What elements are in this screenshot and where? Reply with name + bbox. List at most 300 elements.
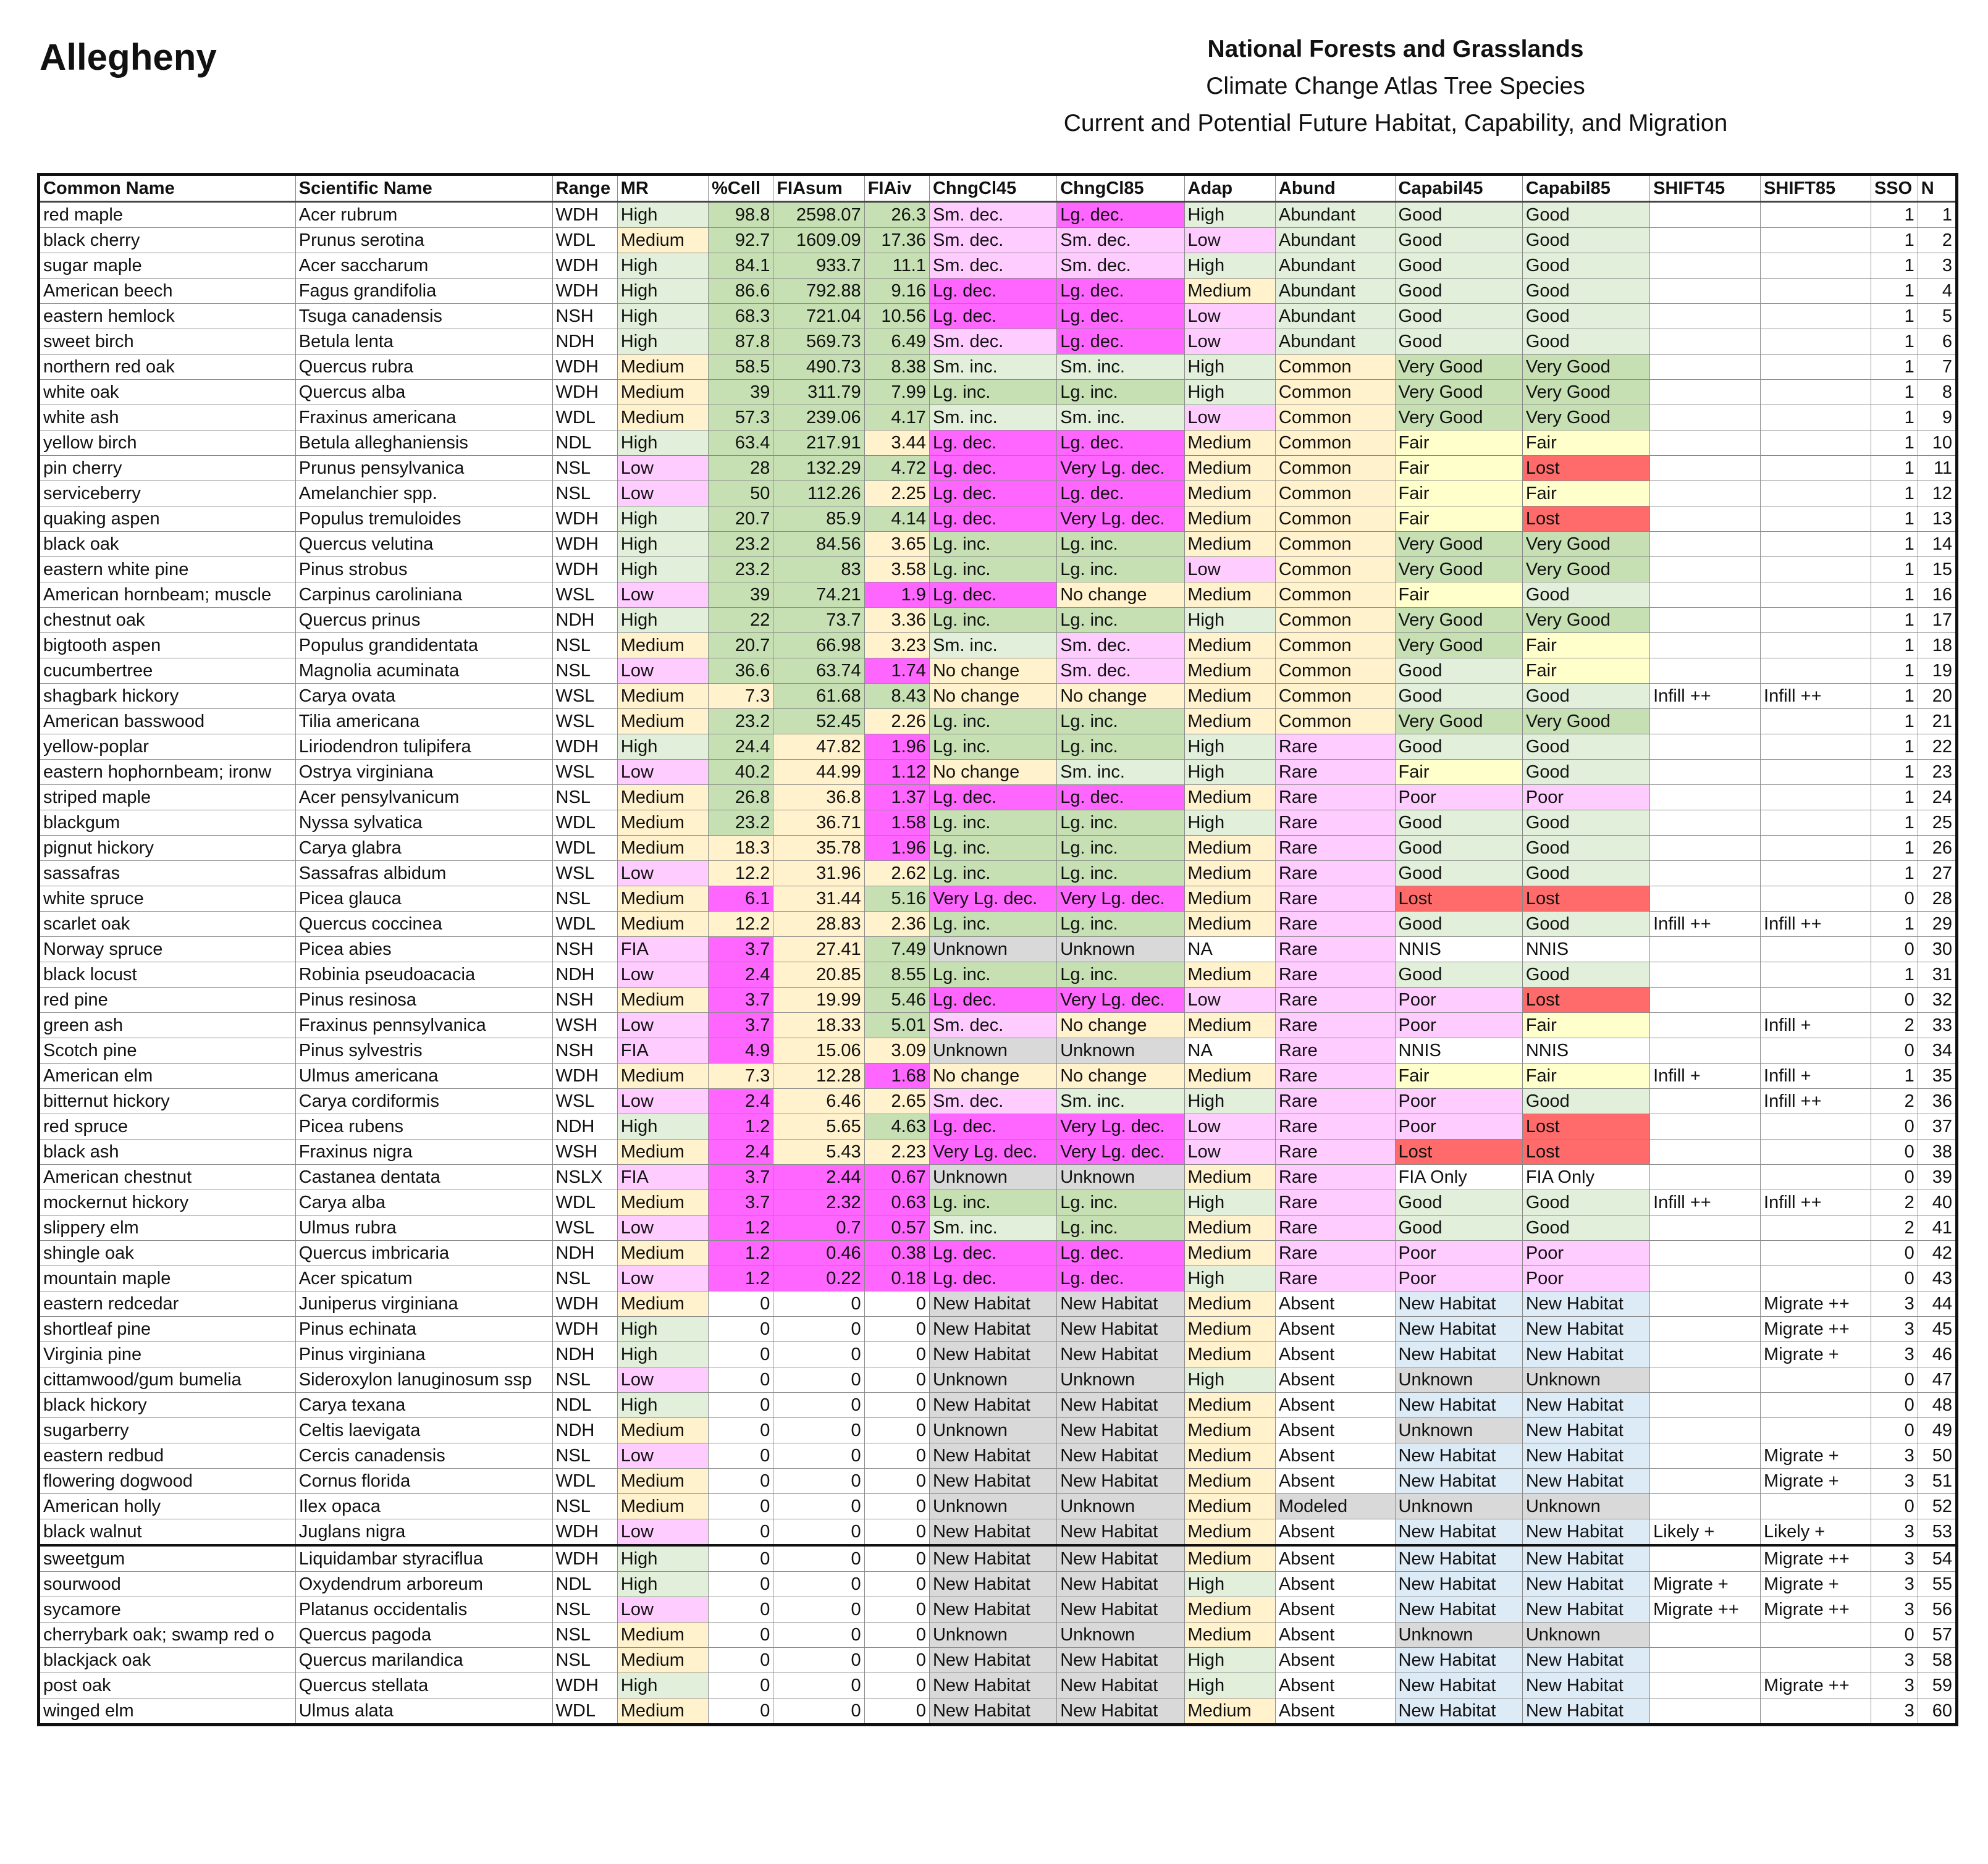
cell-sso: 1	[1871, 760, 1918, 785]
cell-pct-cell: 0	[709, 1393, 773, 1418]
cell-range: WSH	[552, 1013, 617, 1038]
cell-fia-iv: 4.14	[864, 506, 929, 532]
cell-chng-cl85: Lg. dec.	[1057, 329, 1184, 355]
cell-pct-cell: 3.7	[709, 1165, 773, 1190]
cell-mr: High	[617, 1673, 708, 1698]
cell-chng-cl45: Lg. dec.	[929, 279, 1056, 304]
cell-chng-cl45: New Habitat	[929, 1572, 1056, 1597]
cell-mr: Low	[617, 1519, 708, 1546]
cell-chng-cl85: No change	[1057, 582, 1184, 608]
cell-pct-cell: 23.2	[709, 810, 773, 836]
cell-pct-cell: 22	[709, 608, 773, 633]
cell-capabil45: New Habitat	[1395, 1469, 1522, 1494]
cell-adap: High	[1184, 608, 1275, 633]
cell-chng-cl45: Lg. inc.	[929, 532, 1056, 557]
cell-mr: Medium	[617, 912, 708, 937]
cell-common-name: cucumbertree	[39, 658, 296, 684]
cell-fia-iv: 4.72	[864, 456, 929, 481]
cell-fia-iv: 4.63	[864, 1114, 929, 1140]
cell-fia-sum: 0	[773, 1572, 864, 1597]
cell-shift85: Infill ++	[1761, 1089, 1871, 1114]
cell-chng-cl45: Unknown	[929, 937, 1056, 962]
cell-n: 20	[1918, 684, 1956, 709]
cell-fia-iv: 3.23	[864, 633, 929, 658]
cell-sso: 1	[1871, 836, 1918, 861]
cell-n: 54	[1918, 1545, 1956, 1572]
cell-adap: Medium	[1184, 912, 1275, 937]
cell-shift85	[1761, 380, 1871, 405]
cell-adap: Medium	[1184, 1698, 1275, 1725]
cell-shift45	[1650, 1623, 1761, 1648]
cell-mr: Medium	[617, 810, 708, 836]
cell-mr: Medium	[617, 1140, 708, 1165]
cell-shift45: Likely +	[1650, 1519, 1761, 1546]
cell-shift85	[1761, 785, 1871, 810]
cell-chng-cl85: New Habitat	[1057, 1291, 1184, 1317]
cell-capabil85: Unknown	[1522, 1623, 1649, 1648]
cell-capabil45: Good	[1395, 912, 1522, 937]
cell-chng-cl45: Sm. dec.	[929, 1013, 1056, 1038]
cell-pct-cell: 23.2	[709, 532, 773, 557]
title-line-3: Current and Potential Future Habitat, Capability, and Migration	[1063, 110, 1728, 136]
col-header-abund: Abund	[1275, 175, 1395, 202]
cell-shift85	[1761, 937, 1871, 962]
cell-adap: Medium	[1184, 481, 1275, 506]
cell-mr: Low	[617, 861, 708, 886]
cell-sso: 0	[1871, 1418, 1918, 1443]
cell-range: WDH	[552, 1291, 617, 1317]
cell-chng-cl85: Lg. inc.	[1057, 734, 1184, 760]
cell-n: 43	[1918, 1266, 1956, 1291]
cell-fia-sum: 52.45	[773, 709, 864, 734]
cell-shift85	[1761, 836, 1871, 861]
cell-shift45: Infill ++	[1650, 684, 1761, 709]
cell-chng-cl45: New Habitat	[929, 1443, 1056, 1469]
cell-shift85: Infill ++	[1761, 1190, 1871, 1215]
cell-shift85	[1761, 1215, 1871, 1241]
cell-fia-iv: 1.96	[864, 734, 929, 760]
cell-shift45: Infill ++	[1650, 912, 1761, 937]
cell-shift45	[1650, 1317, 1761, 1342]
cell-range: WDH	[552, 1519, 617, 1546]
cell-chng-cl45: Lg. inc.	[929, 861, 1056, 886]
cell-n: 28	[1918, 886, 1956, 912]
cell-adap: Medium	[1184, 1165, 1275, 1190]
cell-adap: Medium	[1184, 506, 1275, 532]
table-row	[39, 1013, 1957, 1038]
cell-chng-cl45: Sm. inc.	[929, 633, 1056, 658]
cell-mr: Medium	[617, 684, 708, 709]
cell-chng-cl45: New Habitat	[929, 1519, 1056, 1546]
cell-capabil85: Fair	[1522, 1013, 1649, 1038]
cell-fia-sum: 0	[773, 1597, 864, 1623]
cell-pct-cell: 0	[709, 1597, 773, 1623]
cell-chng-cl45: Unknown	[929, 1367, 1056, 1393]
cell-sso: 3	[1871, 1673, 1918, 1698]
col-header-pct-cell: %Cell	[709, 175, 773, 202]
cell-scientific-name: Tsuga canadensis	[295, 304, 552, 329]
cell-common-name: green ash	[39, 1013, 296, 1038]
cell-abund: Absent	[1275, 1648, 1395, 1673]
cell-fia-iv: 5.01	[864, 1013, 929, 1038]
cell-mr: Medium	[617, 633, 708, 658]
cell-fia-sum: 74.21	[773, 582, 864, 608]
cell-capabil85: Poor	[1522, 785, 1649, 810]
cell-fia-iv: 7.49	[864, 937, 929, 962]
cell-scientific-name: Juniperus virginiana	[295, 1291, 552, 1317]
cell-capabil45: New Habitat	[1395, 1648, 1522, 1673]
cell-adap: High	[1184, 202, 1275, 228]
cell-common-name: Virginia pine	[39, 1342, 296, 1367]
cell-common-name: American basswood	[39, 709, 296, 734]
cell-capabil85: Good	[1522, 279, 1649, 304]
cell-abund: Rare	[1275, 1140, 1395, 1165]
cell-mr: High	[617, 608, 708, 633]
cell-abund: Common	[1275, 684, 1395, 709]
cell-range: NSL	[552, 456, 617, 481]
cell-capabil85: Good	[1522, 329, 1649, 355]
cell-capabil45: Unknown	[1395, 1494, 1522, 1519]
cell-chng-cl45: New Habitat	[929, 1393, 1056, 1418]
cell-pct-cell: 2.4	[709, 962, 773, 988]
cell-mr: Low	[617, 1597, 708, 1623]
table-row	[39, 886, 1957, 912]
cell-mr: Medium	[617, 405, 708, 430]
cell-shift45	[1650, 304, 1761, 329]
cell-shift85	[1761, 1114, 1871, 1140]
cell-shift85: Migrate +	[1761, 1469, 1871, 1494]
cell-chng-cl85: New Habitat	[1057, 1698, 1184, 1725]
cell-shift85: Infill +	[1761, 1013, 1871, 1038]
cell-capabil45: Good	[1395, 304, 1522, 329]
cell-capabil45: Fair	[1395, 1064, 1522, 1089]
cell-fia-sum: 0	[773, 1393, 864, 1418]
cell-fia-sum: 0	[773, 1519, 864, 1546]
cell-chng-cl85: New Habitat	[1057, 1519, 1184, 1546]
cell-abund: Rare	[1275, 1114, 1395, 1140]
cell-chng-cl45: Lg. inc.	[929, 1190, 1056, 1215]
cell-mr: Medium	[617, 836, 708, 861]
cell-capabil85: Good	[1522, 836, 1649, 861]
cell-shift45	[1650, 1418, 1761, 1443]
cell-chng-cl45: New Habitat	[929, 1317, 1056, 1342]
cell-shift45	[1650, 1266, 1761, 1291]
cell-n: 9	[1918, 405, 1956, 430]
cell-pct-cell: 92.7	[709, 228, 773, 253]
cell-common-name: eastern redbud	[39, 1443, 296, 1469]
cell-sso: 3	[1871, 1317, 1918, 1342]
cell-scientific-name: Fagus grandifolia	[295, 279, 552, 304]
table-row	[39, 1342, 1957, 1367]
cell-chng-cl85: Lg. inc.	[1057, 608, 1184, 633]
cell-capabil45: Very Good	[1395, 608, 1522, 633]
cell-capabil45: New Habitat	[1395, 1698, 1522, 1725]
cell-shift45	[1650, 1342, 1761, 1367]
cell-scientific-name: Picea glauca	[295, 886, 552, 912]
cell-fia-sum: 5.65	[773, 1114, 864, 1140]
cell-fia-sum: 47.82	[773, 734, 864, 760]
cell-abund: Abundant	[1275, 279, 1395, 304]
cell-range: WDL	[552, 1469, 617, 1494]
cell-pct-cell: 39	[709, 582, 773, 608]
cell-n: 42	[1918, 1241, 1956, 1266]
cell-n: 60	[1918, 1698, 1956, 1725]
cell-shift45	[1650, 1038, 1761, 1064]
cell-capabil45: Good	[1395, 836, 1522, 861]
cell-chng-cl85: Lg. inc.	[1057, 836, 1184, 861]
cell-common-name: post oak	[39, 1673, 296, 1698]
cell-scientific-name: Amelanchier spp.	[295, 481, 552, 506]
cell-capabil45: Fair	[1395, 506, 1522, 532]
cell-capabil85: New Habitat	[1522, 1648, 1649, 1673]
cell-shift45	[1650, 430, 1761, 456]
cell-sso: 2	[1871, 1190, 1918, 1215]
table-row	[39, 1038, 1957, 1064]
cell-adap: Medium	[1184, 1545, 1275, 1572]
cell-adap: Low	[1184, 557, 1275, 582]
cell-abund: Abundant	[1275, 304, 1395, 329]
col-header-scientific-name: Scientific Name	[295, 175, 552, 202]
col-header-chng-cl45: ChngCl45	[929, 175, 1056, 202]
cell-mr: Medium	[617, 380, 708, 405]
cell-pct-cell: 0	[709, 1317, 773, 1342]
cell-chng-cl85: Very Lg. dec.	[1057, 1114, 1184, 1140]
cell-adap: High	[1184, 1266, 1275, 1291]
cell-capabil45: Good	[1395, 734, 1522, 760]
cell-pct-cell: 12.2	[709, 912, 773, 937]
cell-fia-iv: 6.49	[864, 329, 929, 355]
cell-abund: Common	[1275, 506, 1395, 532]
cell-capabil85: Fair	[1522, 481, 1649, 506]
cell-chng-cl85: Sm. dec.	[1057, 633, 1184, 658]
cell-abund: Rare	[1275, 1165, 1395, 1190]
cell-common-name: shagbark hickory	[39, 684, 296, 709]
cell-abund: Abundant	[1275, 329, 1395, 355]
cell-fia-sum: 83	[773, 557, 864, 582]
cell-adap: Medium	[1184, 456, 1275, 481]
table-row	[39, 202, 1957, 228]
cell-abund: Absent	[1275, 1519, 1395, 1546]
cell-capabil45: Good	[1395, 279, 1522, 304]
cell-common-name: sycamore	[39, 1597, 296, 1623]
cell-pct-cell: 3.7	[709, 988, 773, 1013]
cell-shift45	[1650, 709, 1761, 734]
cell-capabil45: Good	[1395, 1215, 1522, 1241]
cell-fia-iv: 10.56	[864, 304, 929, 329]
cell-chng-cl45: No change	[929, 658, 1056, 684]
cell-fia-iv: 0	[864, 1673, 929, 1698]
cell-fia-iv: 0.63	[864, 1190, 929, 1215]
cell-chng-cl85: New Habitat	[1057, 1545, 1184, 1572]
cell-shift85	[1761, 1648, 1871, 1673]
cell-scientific-name: Nyssa sylvatica	[295, 810, 552, 836]
cell-shift45	[1650, 1241, 1761, 1266]
cell-sso: 1	[1871, 228, 1918, 253]
cell-capabil85: Lost	[1522, 886, 1649, 912]
cell-abund: Absent	[1275, 1443, 1395, 1469]
cell-fia-iv: 0.38	[864, 1241, 929, 1266]
cell-shift85	[1761, 279, 1871, 304]
cell-abund: Absent	[1275, 1418, 1395, 1443]
cell-common-name: white ash	[39, 405, 296, 430]
cell-abund: Rare	[1275, 937, 1395, 962]
cell-mr: FIA	[617, 1165, 708, 1190]
cell-pct-cell: 0	[709, 1698, 773, 1725]
cell-capabil45: Poor	[1395, 988, 1522, 1013]
cell-common-name: American beech	[39, 279, 296, 304]
col-header-fia-sum: FIAsum	[773, 175, 864, 202]
cell-range: NDH	[552, 608, 617, 633]
cell-sso: 1	[1871, 279, 1918, 304]
cell-pct-cell: 0	[709, 1519, 773, 1546]
cell-sso: 1	[1871, 1064, 1918, 1089]
cell-mr: Low	[617, 1215, 708, 1241]
cell-capabil45: NNIS	[1395, 1038, 1522, 1064]
cell-pct-cell: 2.4	[709, 1140, 773, 1165]
cell-capabil45: Poor	[1395, 1114, 1522, 1140]
cell-sso: 0	[1871, 886, 1918, 912]
cell-adap: Medium	[1184, 1215, 1275, 1241]
cell-shift85	[1761, 1418, 1871, 1443]
cell-adap: High	[1184, 355, 1275, 380]
cell-fia-sum: 0	[773, 1469, 864, 1494]
cell-n: 47	[1918, 1367, 1956, 1393]
cell-sso: 1	[1871, 202, 1918, 228]
cell-fia-iv: 0	[864, 1519, 929, 1546]
cell-scientific-name: Fraxinus pennsylvanica	[295, 1013, 552, 1038]
cell-capabil85: NNIS	[1522, 1038, 1649, 1064]
cell-mr: High	[617, 304, 708, 329]
cell-shift85	[1761, 1241, 1871, 1266]
cell-sso: 1	[1871, 608, 1918, 633]
cell-shift45	[1650, 582, 1761, 608]
table-row	[39, 1114, 1957, 1140]
cell-capabil45: New Habitat	[1395, 1443, 1522, 1469]
cell-common-name: flowering dogwood	[39, 1469, 296, 1494]
cell-scientific-name: Juglans nigra	[295, 1519, 552, 1546]
cell-abund: Rare	[1275, 1241, 1395, 1266]
cell-pct-cell: 26.8	[709, 785, 773, 810]
cell-common-name: eastern white pine	[39, 557, 296, 582]
cell-chng-cl45: Unknown	[929, 1038, 1056, 1064]
cell-scientific-name: Castanea dentata	[295, 1165, 552, 1190]
cell-range: NSL	[552, 785, 617, 810]
cell-shift45	[1650, 734, 1761, 760]
cell-range: NSL	[552, 633, 617, 658]
cell-sso: 0	[1871, 1114, 1918, 1140]
cell-sso: 0	[1871, 937, 1918, 962]
cell-chng-cl85: New Habitat	[1057, 1342, 1184, 1367]
cell-common-name: eastern hemlock	[39, 304, 296, 329]
cell-fia-sum: 6.46	[773, 1089, 864, 1114]
table-row	[39, 1140, 1957, 1165]
table-row	[39, 1673, 1957, 1698]
cell-fia-sum: 217.91	[773, 430, 864, 456]
col-header-common-name: Common Name	[39, 175, 296, 202]
cell-sso: 2	[1871, 1089, 1918, 1114]
cell-common-name: cherrybark oak; swamp red o	[39, 1623, 296, 1648]
cell-shift45	[1650, 836, 1761, 861]
cell-range: NSL	[552, 1494, 617, 1519]
cell-abund: Common	[1275, 481, 1395, 506]
cell-common-name: pin cherry	[39, 456, 296, 481]
cell-shift45	[1650, 1215, 1761, 1241]
cell-adap: NA	[1184, 937, 1275, 962]
cell-pct-cell: 3.7	[709, 1190, 773, 1215]
cell-pct-cell: 36.6	[709, 658, 773, 684]
cell-shift85	[1761, 228, 1871, 253]
cell-abund: Absent	[1275, 1545, 1395, 1572]
cell-range: WDH	[552, 557, 617, 582]
cell-fia-iv: 0.18	[864, 1266, 929, 1291]
cell-n: 21	[1918, 709, 1956, 734]
cell-chng-cl85: Lg. dec.	[1057, 785, 1184, 810]
cell-fia-sum: 933.7	[773, 253, 864, 279]
cell-range: WDH	[552, 202, 617, 228]
cell-scientific-name: Populus grandidentata	[295, 633, 552, 658]
cell-chng-cl85: New Habitat	[1057, 1673, 1184, 1698]
cell-shift85	[1761, 456, 1871, 481]
cell-shift85	[1761, 608, 1871, 633]
cell-sso: 1	[1871, 380, 1918, 405]
cell-range: NDH	[552, 1114, 617, 1140]
cell-adap: Medium	[1184, 1241, 1275, 1266]
cell-chng-cl85: Unknown	[1057, 1623, 1184, 1648]
cell-fia-iv: 0	[864, 1443, 929, 1469]
cell-pct-cell: 24.4	[709, 734, 773, 760]
cell-common-name: black ash	[39, 1140, 296, 1165]
cell-mr: Medium	[617, 1494, 708, 1519]
cell-common-name: Norway spruce	[39, 937, 296, 962]
table-header-row	[39, 175, 1957, 202]
cell-pct-cell: 3.7	[709, 937, 773, 962]
cell-common-name: sweetgum	[39, 1545, 296, 1572]
cell-sso: 1	[1871, 658, 1918, 684]
cell-capabil85: Good	[1522, 760, 1649, 785]
cell-chng-cl45: New Habitat	[929, 1469, 1056, 1494]
cell-abund: Rare	[1275, 1215, 1395, 1241]
cell-sso: 0	[1871, 988, 1918, 1013]
cell-n: 4	[1918, 279, 1956, 304]
cell-capabil85: New Habitat	[1522, 1698, 1649, 1725]
cell-range: NDL	[552, 1393, 617, 1418]
cell-adap: Medium	[1184, 582, 1275, 608]
cell-capabil45: Good	[1395, 962, 1522, 988]
col-header-shift45: SHIFT45	[1650, 175, 1761, 202]
cell-fia-sum: 0	[773, 1443, 864, 1469]
cell-common-name: winged elm	[39, 1698, 296, 1725]
cell-chng-cl45: Lg. inc.	[929, 557, 1056, 582]
cell-fia-iv: 0	[864, 1648, 929, 1673]
cell-abund: Absent	[1275, 1342, 1395, 1367]
cell-chng-cl85: New Habitat	[1057, 1317, 1184, 1342]
cell-scientific-name: Sassafras albidum	[295, 861, 552, 886]
cell-scientific-name: Betula alleghaniensis	[295, 430, 552, 456]
cell-n: 44	[1918, 1291, 1956, 1317]
cell-pct-cell: 84.1	[709, 253, 773, 279]
cell-adap: Medium	[1184, 1623, 1275, 1648]
cell-pct-cell: 23.2	[709, 709, 773, 734]
table-row	[39, 253, 1957, 279]
cell-fia-sum: 31.96	[773, 861, 864, 886]
table-row	[39, 304, 1957, 329]
cell-chng-cl45: Unknown	[929, 1623, 1056, 1648]
cell-mr: High	[617, 1572, 708, 1597]
cell-fia-iv: 0.67	[864, 1165, 929, 1190]
cell-adap: High	[1184, 734, 1275, 760]
cell-common-name: blackgum	[39, 810, 296, 836]
cell-pct-cell: 87.8	[709, 329, 773, 355]
